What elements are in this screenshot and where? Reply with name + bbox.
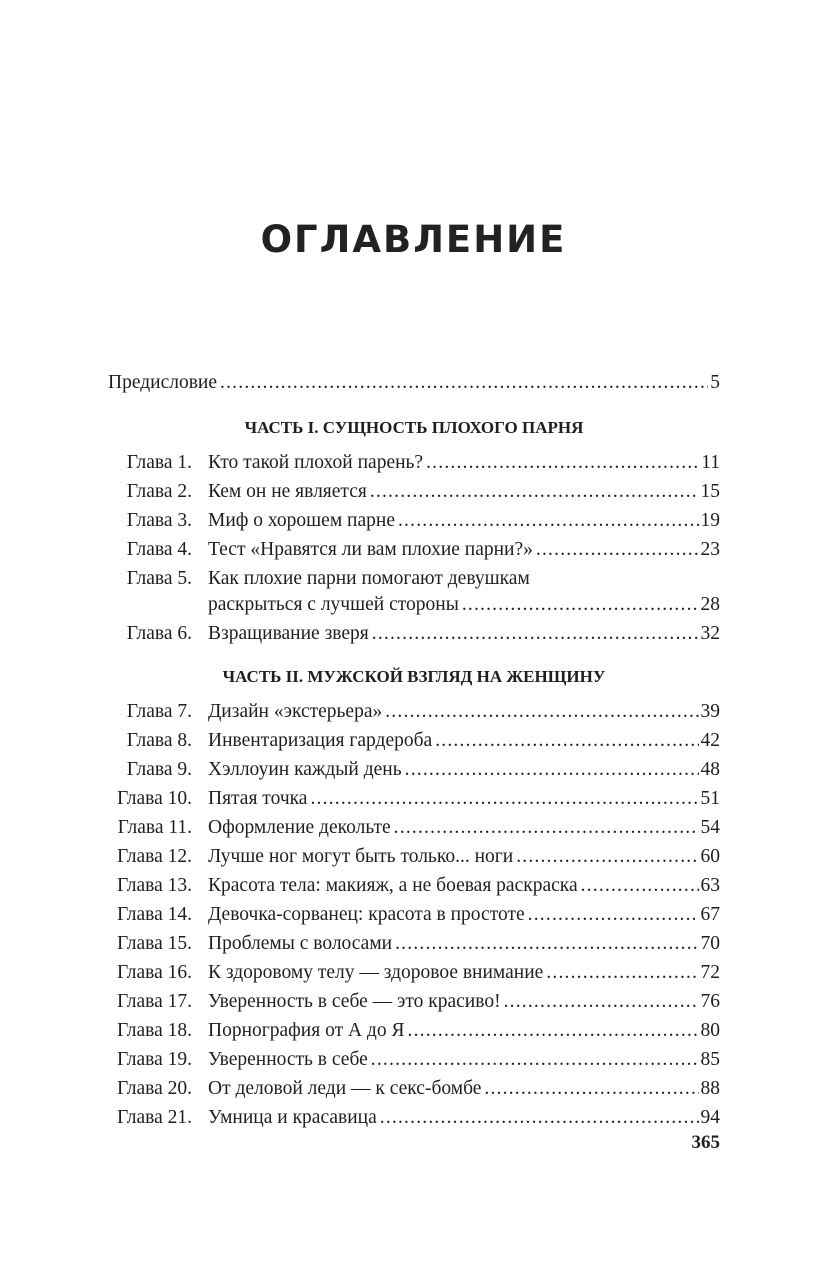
chapter-label: Глава 17.	[116, 991, 192, 1012]
chapter-label: Глава 10.	[116, 788, 192, 809]
toc-entry-chapter-20[interactable]	[108, 1077, 720, 1101]
chapter-label: Глава 11.	[117, 817, 192, 838]
toc-entry-title: Кто такой плохой парень?	[208, 452, 424, 473]
toc-entry-page: 60	[700, 846, 720, 867]
chapter-label: Глава 13.	[116, 875, 192, 896]
toc-entry-title: Оформление декольте	[208, 817, 391, 838]
chapter-label: Глава 20.	[116, 1078, 192, 1099]
page-number: 365	[691, 1132, 720, 1153]
toc-entry-chapter-6[interactable]	[108, 622, 720, 646]
part-heading: ЧАСТЬ II. МУЖСКОЙ ВЗГЛЯД НА ЖЕНЩИНУ	[222, 667, 606, 686]
toc-entry-title: Красота тела: макияж, а не боевая раскраска	[208, 875, 578, 896]
dot-leader	[581, 874, 699, 898]
toc-entry-chapter-11[interactable]	[108, 816, 720, 840]
toc-entry-title: Уверенность в себе — это красиво!	[208, 991, 501, 1012]
toc-entry-chapter-3[interactable]	[108, 509, 720, 533]
dot-leader	[426, 451, 699, 475]
toc-entry-chapter-17[interactable]	[108, 990, 720, 1014]
toc-entry-title: Инвентаризация гардероба	[208, 730, 433, 751]
toc-entry-page: 5	[710, 372, 720, 393]
dot-leader	[484, 1077, 698, 1101]
toc-entry-title: Хэллоуин каждый день	[208, 759, 402, 780]
toc-entry-chapter-9[interactable]	[108, 758, 720, 782]
toc-entry-page: 48	[700, 759, 720, 780]
toc-entry-chapter-15[interactable]	[108, 932, 720, 956]
toc-entry-title: От деловой леди — к секс-бомбе	[208, 1078, 482, 1099]
toc-entry-page: 51	[700, 788, 720, 809]
dot-leader	[408, 1019, 699, 1043]
toc-entry-chapter-4[interactable]	[108, 538, 720, 562]
dot-leader	[516, 845, 698, 869]
toc-entry-title: Проблемы с волосами	[208, 933, 393, 954]
toc-entry-chapter-2[interactable]	[108, 480, 720, 504]
toc-entry-page: 88	[700, 1078, 720, 1099]
page-title: ОГЛАВЛЕНИЕ	[260, 218, 567, 261]
toc-entry-page: 76	[700, 991, 720, 1012]
toc-entry-title: Девочка-сорванец: красота в простоте	[208, 904, 525, 925]
toc-entry-page: 28	[700, 594, 720, 615]
toc-entry-title: раскрыться с лучшей стороны	[208, 594, 459, 615]
chapter-label: Глава 4.	[126, 539, 192, 560]
chapter-label: Глава 16.	[116, 962, 192, 983]
chapter-label: Глава 2.	[126, 481, 192, 502]
toc-entry-page: 11	[701, 452, 720, 473]
toc-entry-chapter-1[interactable]	[108, 451, 720, 475]
toc-entry-chapter-16[interactable]	[108, 961, 720, 985]
toc-entry-page: 19	[700, 510, 720, 531]
toc-entry-preface[interactable]	[108, 371, 720, 395]
chapter-label: Глава 19.	[116, 1049, 192, 1070]
toc-entry-chapter-7[interactable]	[108, 700, 720, 724]
toc-entry-chapter-19[interactable]	[108, 1048, 720, 1072]
chapter-label: Глава 21.	[116, 1107, 192, 1128]
chapter-label: Глава 6.	[126, 623, 192, 644]
dot-leader	[372, 622, 699, 646]
chapter-label: Глава 15.	[116, 933, 192, 954]
dot-leader	[504, 990, 699, 1014]
toc-entry-title: Уверенность в себе	[208, 1049, 368, 1070]
toc-entry-chapter-8[interactable]	[108, 729, 720, 753]
dot-leader	[380, 1106, 699, 1130]
toc-entry-page: 85	[700, 1049, 720, 1070]
chapter-label: Глава 12.	[116, 846, 192, 867]
dot-leader	[546, 961, 698, 985]
toc-entry-page: 63	[700, 875, 720, 896]
toc-entry-title: Порнография от А до Я	[208, 1020, 405, 1041]
toc-entry-page: 32	[700, 623, 720, 644]
toc-entry-page: 42	[700, 730, 720, 751]
chapter-label: Глава 3.	[126, 510, 192, 531]
chapter-label: Глава 7.	[126, 701, 192, 722]
dot-leader	[435, 729, 698, 753]
chapter-label: Глава 14.	[116, 904, 192, 925]
toc-entry-title: Лучше ног могут быть только... ноги	[208, 846, 514, 867]
toc-entry-title: Тест «Нравятся ли вам плохие парни?»	[208, 539, 533, 560]
toc-entry-title: Дизайн «экстерьера»	[208, 701, 383, 722]
toc-entry-title: Предисловие	[108, 372, 218, 393]
dot-leader	[528, 903, 699, 927]
toc-entry-page: 94	[700, 1107, 720, 1128]
toc-entry-title-line1: Как плохие парни помогают девушкам	[208, 568, 530, 589]
chapter-label: Глава 18.	[116, 1020, 192, 1041]
toc-entry-page: 23	[700, 539, 720, 560]
toc-entry-chapter-18[interactable]	[108, 1019, 720, 1043]
toc-entry-chapter-21[interactable]	[108, 1106, 720, 1130]
dot-leader	[310, 787, 698, 811]
toc-entry-title: К здоровому телу — здоровое внимание	[208, 962, 544, 983]
toc-entry-title: Кем он не является	[208, 481, 367, 502]
toc-entry-chapter-10[interactable]	[108, 787, 720, 811]
toc-entry-chapter-5[interactable]	[108, 593, 720, 617]
toc-entry-title: Пятая точка	[208, 788, 308, 809]
toc-entry-page: 70	[700, 933, 720, 954]
dot-leader	[405, 758, 699, 782]
dot-leader	[398, 509, 699, 533]
toc-entry-chapter-14[interactable]	[108, 903, 720, 927]
toc-entry-page: 39	[700, 701, 720, 722]
chapter-label: Глава 8.	[126, 730, 192, 751]
toc-entry-page: 67	[700, 904, 720, 925]
dot-leader	[220, 371, 708, 395]
dot-leader	[462, 593, 699, 617]
toc-entry-chapter-12[interactable]	[108, 845, 720, 869]
dot-leader	[395, 932, 698, 956]
toc-entry-page: 15	[700, 481, 720, 502]
chapter-label: Глава 9.	[126, 759, 192, 780]
dot-leader	[385, 700, 698, 724]
toc-entry-title: Взращивание зверя	[208, 623, 369, 644]
toc-entry-page: 72	[700, 962, 720, 983]
chapter-label: Глава 5.	[126, 568, 192, 589]
toc-entry-page: 80	[700, 1020, 720, 1041]
dot-leader	[536, 538, 699, 562]
part-heading: ЧАСТЬ I. СУЩНОСТЬ ПЛОХОГО ПАРНЯ	[244, 418, 584, 437]
toc-entry-chapter-5-line1[interactable]	[108, 567, 720, 591]
toc-entry-title: Миф о хорошем парне	[208, 510, 395, 531]
toc-entry-page: 54	[700, 817, 720, 838]
dot-leader	[370, 480, 699, 504]
chapter-label: Глава 1.	[126, 452, 192, 473]
toc-entry-title: Умница и красавица	[208, 1107, 377, 1128]
toc-entry-chapter-13[interactable]	[108, 874, 720, 898]
dot-leader	[371, 1048, 699, 1072]
dot-leader	[394, 816, 699, 840]
